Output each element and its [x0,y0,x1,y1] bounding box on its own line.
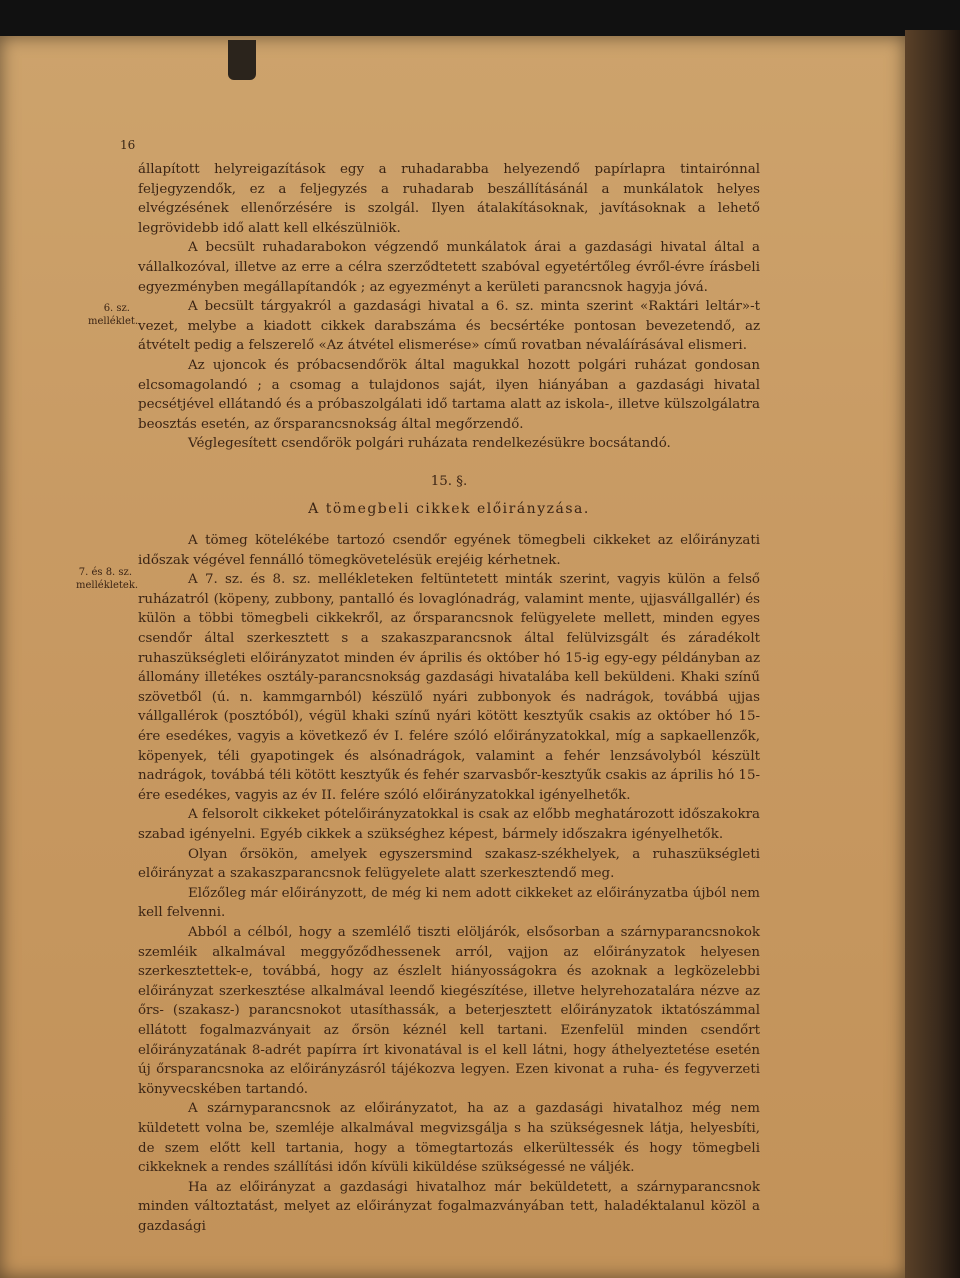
section-title: A tömegbeli cikkek előirányzása. [308,500,590,517]
paragraph: Olyan őrsökön, amelyek egyszersmind szakasz-székhelyek, a ruhaszükségleti előirányzat a szakaszparancsnok felügyelete alatt szerkesztendő meg. [138,846,760,882]
margin-note-annex-7-8 [76,566,139,592]
body-text [138,160,760,1236]
margin-note-line: 7. és 8. sz. [78,567,132,578]
page-edge-shadow [905,30,960,1278]
paragraph: állapított helyreigazítások egy a ruhadarabba helyezendő papírlapra tintairónnal feljegyzendők, ez a feljegyzés a ruhadarab beszállításánál a munkálatok helyes elvégzésének ellenőrzésére is szolgál. Ilyen átalakításoknak, javításoknak a lehető legrövidebb idő alatt kell elkészülniök. [138,162,760,236]
paragraph: Véglegesített csendőrök polgári ruházata rendelkezésükre bocsátandó. [188,436,671,452]
paragraph: Abból a célból, hogy a szemlélő tiszti elöljárók, elsősorban a szárnyparancsnokok szemléik alkalmával meggyőződhessenek arról, vajjon az előirányzatok helyesen szerkesztettek-e, továbbá, hogy az észlelt hiányosságokra és azoknak a legközelebbi előirányzat szerkesztése alkalmával leendő kiegészítése, illetve helyrehozatalára nézve az őrs- (szakasz-) parancsnokot utasíthassák, a beterjesztett előirányzatok iktatószámmal ellátott fogalmazványait az őrsön kéznél kell tartani. Ezenfelül minden csendőrt előirányzatának 8-adrét papírra írt kivonatával is el kell látni, hogy áthelyeztetése esetén új őrsparancsnoka az előirányzásról tájékozva legyen. Ezen kivonat a ruha- és fegyverzeti könyvecskében tartandó. [138,924,760,1097]
margin-note-line: melléklet. [88,316,139,327]
margin-note-line: 6. sz. [103,303,130,314]
binding-tape [228,40,256,80]
paragraph: Ha az előirányzat a gazdasági hivatalhoz már beküldetett, a szárnyparancsnok minden változtatást, melyet az előirányzat fogalmazványában tett, haladéktalanul közöl a gazdasági [138,1179,760,1234]
paragraph: Az ujoncok és próbacsendőrök által magukkal hozott polgári ruházat gondosan elcsomagolandó ; a csomag a tulajdonos saját, ilyen hiányában a gazdasági hivatal pecsétjével ellátandó és a próbaszolgálati idő tartama alatt az iskola-, illetve külszolgálatra beosztás esetén, az őrsparancsnokság által megőrzendő. [138,357,760,432]
paragraph: A 7. sz. és 8. sz. mellékleteken feltüntetett minták szerint, vagyis külön a felső ruházatról (köpeny, zubbony, pantalló és lovaglónadrág, valamint mente, ujjasvállgallér) és külön a többi tömegbeli cikkekről, az őrsparancsnok felügyelete mellett, minden egyes csendőr által szerkesztett s a szakaszparancsnok által felülvizsgált és záradékolt ruhaszükségleti előirányzatot minden év április és október hó 15-ig egy-egy példányban az állomány illetékes osztály-parancsnokság gazdasági hivatalába kell beküldeni. Khaki színű szövetből (ú. n. kammgarnból) készülő nyári zubbonyok és nadrágok, továbbá ujjas vállgallérok (posztóból), végül khaki színű nyári kötött kesztyűk csakis az október hó 15-ére esedékes, vagyis a következő év I. felére szóló előirányzatokkal, míg a sapkaellenzők, köpenyek, téli gyapotingek és alsónadrágok, valamint a fehér lenzsávolyból készült nadrágok, továbbá téli kötött kesztyűk és fehér szarvasbőr-kesztyűk csakis az április hó 15-ére esedékes, vagyis az év II. felére szóló előirányzatokkal igényelhetők. [138,572,760,803]
margin-note-line: mellékletek. [76,580,139,591]
paragraph: Előzőleg már előirányzott, de még ki nem adott cikkeket az előirányzatba újból nem kell felvenni. [138,885,760,921]
paragraph: A felsorolt cikkeket pótelőirányzatokkal is csak az előbb meghatározott időszakokra szabad igényelni. Egyéb cikkek a szükséghez képest, bármely időszakra igényelhetők. [138,807,760,842]
paragraph: A becsült ruhadarabokon végzendő munkálatok árai a gazdasági hivatal által a vállalkozóval, illetve az erre a célra szerződtetett szabóval egyetértőleg évről-évre írásbeli egyezményben megállapítandók ; az egyezményt a kerületi parancsnok hagyja jóvá. [138,240,760,295]
section-number: 15. §. [430,473,468,489]
page-number: 16 [120,138,136,152]
paragraph: A becsült tárgyakról a gazdasági hivatal a 6. sz. minta szerint «Raktári leltár»-t vezet, melybe a kiadott cikkek darabszáma és becsértéke pontosan bevezetendő, az átvételt pedig a felszerelő «Az átvétel elismerése» című rovatban névaláírásával elismeri. [138,299,760,354]
paragraph: A szárnyparancsnok az előirányzatot, ha az a gazdasági hivatalhoz még nem küldetett volna be, szemléje alkalmával megvizsgálja s ha szükségesnek látja, helyesbíti, de szem előtt kell tartania, hogy a tömegtartozás elkerültessék és hogy tömegbeli cikkeknek a rendes szállítási időn kívüli kiküldése szükségessé ne váljék. [138,1101,760,1176]
margin-note-annex-6 [88,302,139,328]
paragraph: A tömeg kötelékébe tartozó csendőr egyének tömegbeli cikkeket az előirányzati időszak végével fennálló tömegkövetelésük erejéig kérhetnek. [138,533,760,568]
